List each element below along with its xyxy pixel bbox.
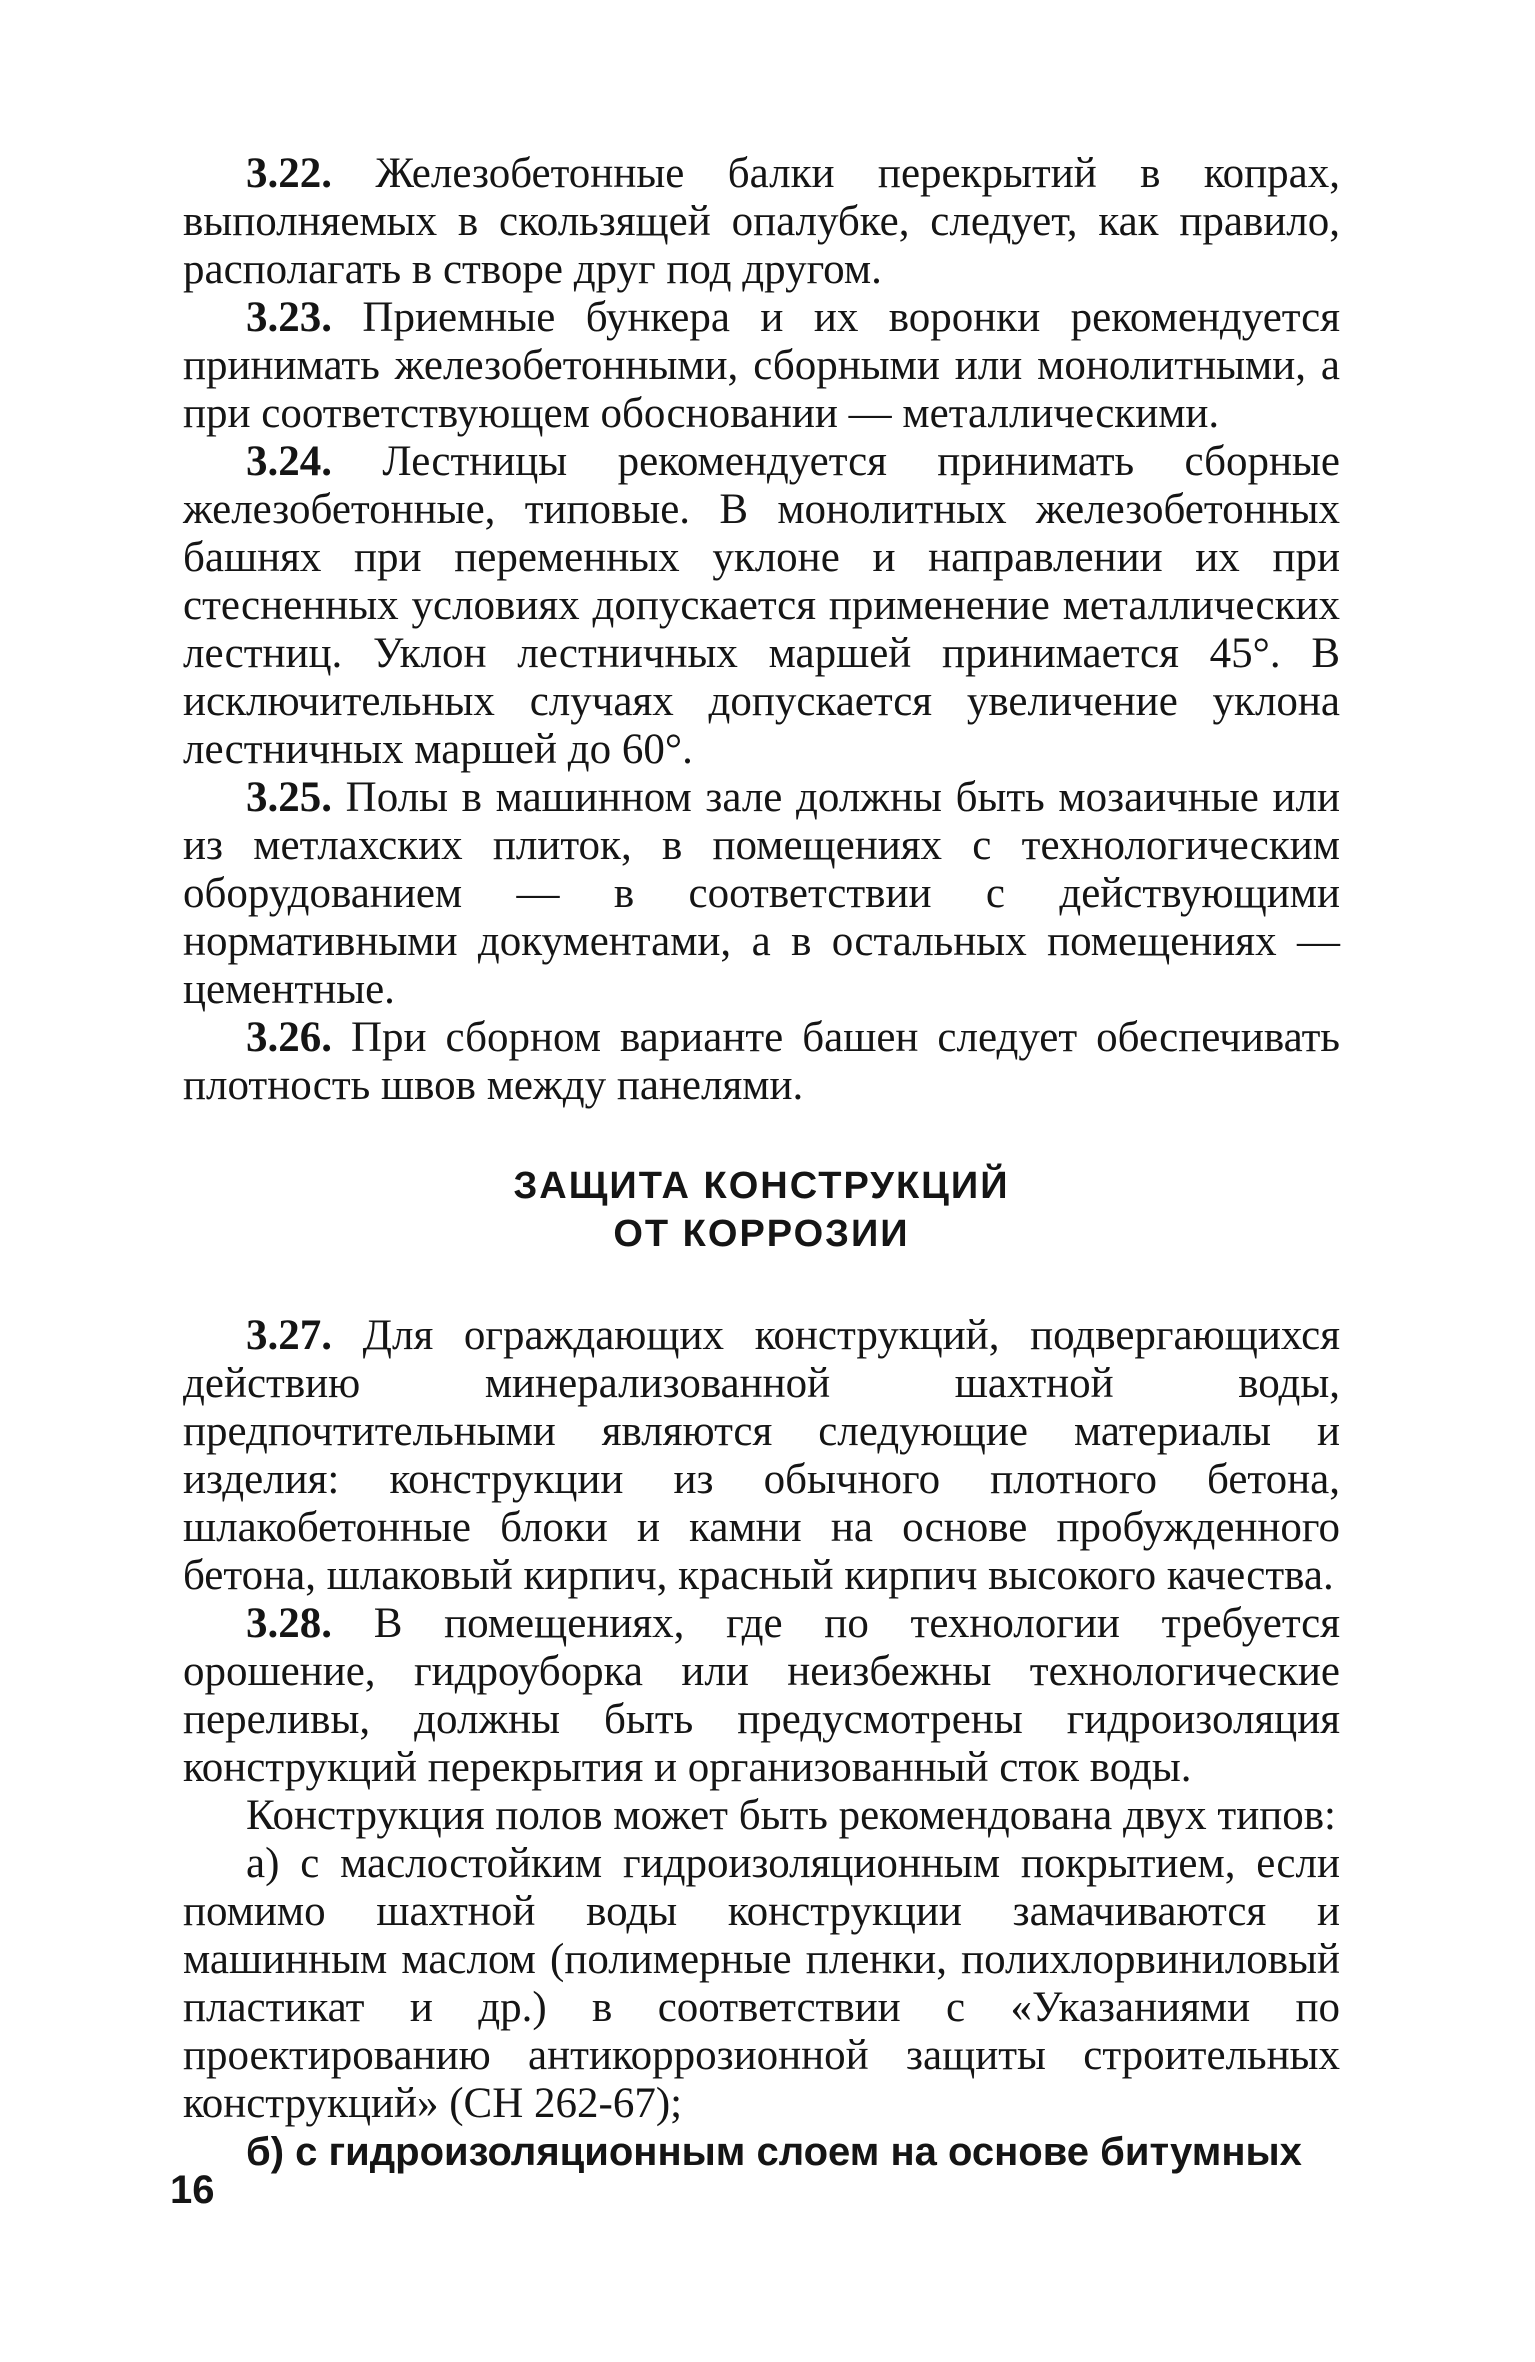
list-item-b: б) с гидроизоляционным слоем на основе битумных: [246, 2130, 1302, 2174]
paragraph-3-26: [183, 1014, 1340, 1110]
paragraph-number: 3.25.: [246, 774, 332, 821]
section-heading-line-2: ОТ КОРРОЗИИ: [613, 1213, 910, 1255]
paragraph-number: 3.22.: [246, 150, 332, 197]
section-heading-line-1: ЗАЩИТА КОНСТРУКЦИЙ: [513, 1165, 1010, 1207]
paragraph-text: При сборном варианте башен следует обеспечивать плотность швов между панелями.: [183, 1014, 1340, 1109]
paragraph-3-27: [183, 1312, 1340, 1600]
paragraph-text: В помещениях, где по технологии требуется орошение, гидроуборка или неизбежны технологические переливы, должны быть предусмотрены гидроизоляция конструкций перекрытия и организованный сток воды.: [183, 1600, 1340, 1791]
paragraph-number: 3.24.: [246, 438, 332, 485]
paragraph-number: 3.26.: [246, 1014, 332, 1061]
paragraph-number: 3.27.: [246, 1312, 332, 1359]
paragraph-number: 3.28.: [246, 1600, 332, 1647]
document-page: [183, 150, 1340, 2176]
page-number: 16: [170, 2168, 215, 2212]
paragraph-3-25: [183, 774, 1340, 1014]
paragraph-3-24: [183, 438, 1340, 774]
section-heading: [183, 1162, 1340, 1258]
floor-types-intro: Конструкция полов может быть рекомендована двух типов:: [246, 1792, 1336, 1839]
paragraph-3-28: [183, 1600, 1340, 1792]
paragraph-text: Железобетонные балки перекрытий в копрах, выполняемых в скользящей опалубке, следует, как правило, располагать в створе друг под другом.: [183, 150, 1340, 293]
list-item-a: а) с маслостойким гидроизоляционным покрытием, если помимо шахтной воды конструкции замачиваются и машинным маслом (полимерные пленки, полихлорвиниловый пластикат и др.) в соответствии с «Указаниями по проектированию антикоррозионной защиты строительных конструкций» (СН 262-67);: [183, 1840, 1340, 2127]
paragraph-text: Для ограждающих конструкций, подвергающихся действию минерализованной шахтной воды, предпочтительными являются следующие материалы и изделия: конструкции из обычного плотного бетона, шлакобетонные блоки и камни на основе пробужденного бетона, шлаковый кирпич, красный кирпич высокого качества.: [183, 1312, 1340, 1599]
paragraph-number: 3.23.: [246, 294, 332, 341]
paragraph-text: Лестницы рекомендуется принимать сборные железобетонные, типовые. В монолитных железобетонных башнях при переменных уклоне и направлении их при стесненных условиях допускается применение металлических лестниц. Уклон лестничных маршей принимается 45°. В исключительных случаях допускается увеличение уклона лестничных маршей до 60°.: [183, 438, 1340, 773]
paragraph-text: Полы в машинном зале должны быть мозаичные или из метлахских плиток, в помещениях с технологическим оборудованием — в соответствии с действующими нормативными документами, а в остальных помещениях — цементные.: [183, 774, 1340, 1013]
paragraph-3-22: [183, 150, 1340, 294]
paragraph-3-23: [183, 294, 1340, 438]
paragraph-text: Приемные бункера и их воронки рекомендуется принимать железобетонными, сборными или монолитными, а при соответствующем обосновании — металлическими.: [183, 294, 1340, 437]
